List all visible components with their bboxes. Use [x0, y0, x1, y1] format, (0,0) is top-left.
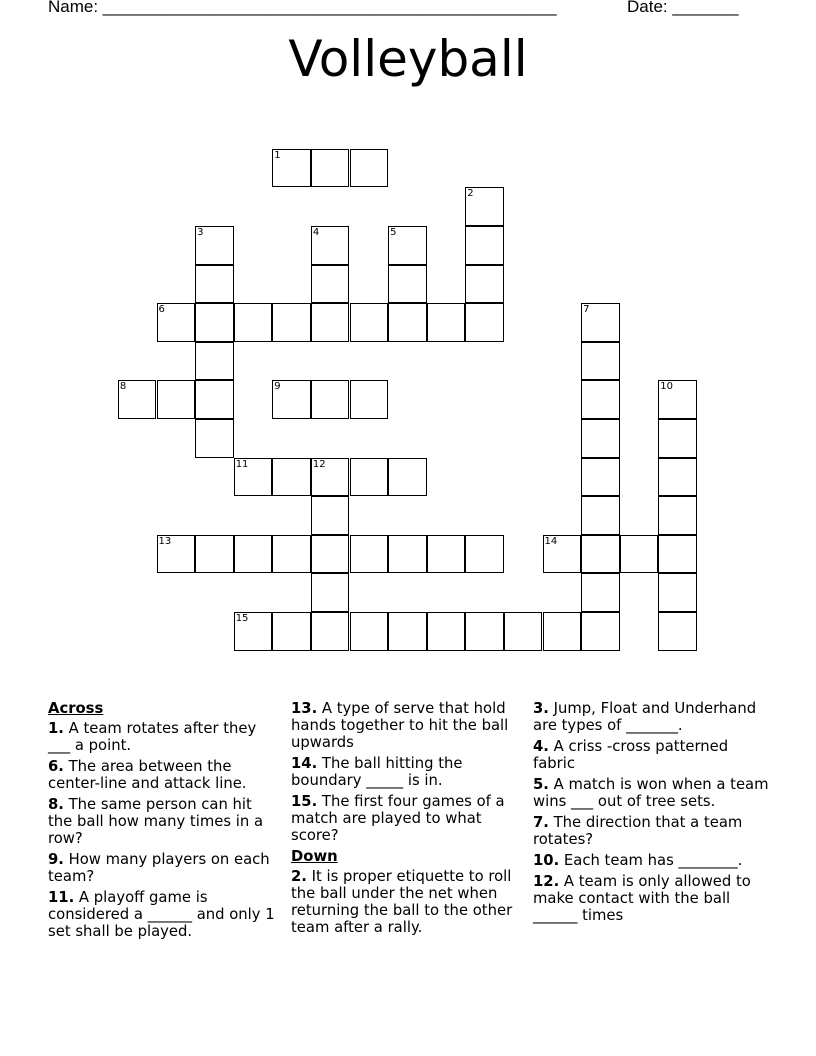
- grid-cell[interactable]: [272, 149, 311, 188]
- clue-number: 10.: [533, 852, 560, 869]
- clue-number: 2.: [291, 868, 307, 885]
- grid-cell[interactable]: [658, 496, 697, 535]
- grid-cell[interactable]: [465, 265, 504, 304]
- clue-number: 4.: [533, 738, 549, 755]
- grid-cell[interactable]: [234, 458, 273, 497]
- clue-item: [48, 851, 280, 885]
- grid-cell[interactable]: [465, 187, 504, 226]
- clue-item: [533, 814, 773, 848]
- grid-cell[interactable]: [234, 303, 273, 342]
- grid-cell[interactable]: [581, 573, 620, 612]
- clue-text: The first four games of a match are played to what score?: [291, 793, 505, 844]
- clue-item: [291, 793, 523, 844]
- grid-cell[interactable]: [195, 303, 234, 342]
- grid-cell[interactable]: [157, 380, 196, 419]
- grid-cell[interactable]: [350, 458, 389, 497]
- clue-number: 2: [467, 188, 474, 200]
- grid-cell[interactable]: [272, 612, 311, 651]
- section-heading: Down: [291, 848, 338, 865]
- grid-cell[interactable]: [234, 535, 273, 574]
- clues-column-1: [48, 700, 280, 944]
- grid-cell[interactable]: [388, 612, 427, 651]
- grid-cell[interactable]: [311, 573, 350, 612]
- clue-item: [291, 755, 523, 789]
- clue-text: The same person can hit the ball how many times in a row?: [48, 796, 264, 847]
- grid-cell[interactable]: [427, 612, 466, 651]
- grid-cell[interactable]: [581, 342, 620, 381]
- grid-cell[interactable]: [350, 380, 389, 419]
- grid-cell[interactable]: [388, 458, 427, 497]
- grid-cell[interactable]: [581, 458, 620, 497]
- clue-text: A team rotates after they ___ a point.: [48, 720, 257, 754]
- clue-item: [291, 868, 523, 936]
- clue-text: The area between the center-line and attack line.: [48, 758, 247, 792]
- clue-number: 5: [390, 227, 397, 238]
- clue-text: Jump, Float and Underhand are types of _______.: [533, 700, 757, 734]
- clue-item: [48, 889, 280, 940]
- grid-cell[interactable]: [195, 226, 234, 265]
- grid-cell[interactable]: [311, 226, 350, 265]
- clue-number: 11.: [48, 889, 75, 906]
- grid-cell[interactable]: [234, 612, 273, 651]
- grid-cell[interactable]: [465, 226, 504, 265]
- grid-cell[interactable]: [311, 496, 350, 535]
- clue-item: [533, 776, 773, 810]
- grid-cell[interactable]: [311, 535, 350, 574]
- puzzle-title: Volleyball: [288, 30, 528, 88]
- grid-cell[interactable]: [272, 380, 311, 419]
- clue-number: 5.: [533, 776, 549, 793]
- grid-cell[interactable]: [311, 380, 350, 419]
- clue-item: [533, 700, 773, 734]
- grid-cell[interactable]: [658, 535, 697, 574]
- clue-number: 11: [235, 458, 249, 470]
- clue-text: The ball hitting the boundary _____ is in.: [291, 755, 463, 789]
- clue-number: 6: [158, 304, 165, 316]
- clue-number: 9: [274, 381, 281, 393]
- clue-number: 12.: [533, 873, 560, 890]
- grid-cell[interactable]: [157, 535, 196, 574]
- grid-cell[interactable]: [658, 612, 697, 651]
- clue-number: 8.: [48, 796, 64, 813]
- name-field: Name: ________________________________________________: [48, 0, 557, 16]
- clue-text: How many players on each team?: [48, 851, 270, 885]
- clue-item: [48, 720, 280, 754]
- clue-item: [48, 796, 280, 847]
- clue-number: 15.: [291, 793, 318, 810]
- grid-cell[interactable]: [581, 303, 620, 342]
- grid-cell[interactable]: [658, 419, 697, 458]
- clue-text: A criss -cross patterned fabric: [533, 738, 729, 772]
- grid-cell[interactable]: [350, 535, 389, 574]
- clues-column-3: [533, 700, 773, 928]
- grid-cell[interactable]: [195, 342, 234, 381]
- grid-cell[interactable]: [311, 265, 350, 304]
- clue-text: Each team has ________.: [559, 852, 743, 869]
- grid-cell[interactable]: [620, 535, 659, 574]
- section-heading: Across: [48, 700, 104, 717]
- grid-cell[interactable]: [311, 612, 350, 651]
- grid-cell[interactable]: [388, 535, 427, 574]
- grid-cell[interactable]: [388, 265, 427, 304]
- grid-cell[interactable]: [465, 303, 504, 342]
- clue-number: 1: [274, 149, 281, 161]
- clue-number: 15: [235, 613, 249, 624]
- clue-number: 14: [544, 535, 558, 547]
- grid-cell[interactable]: [427, 535, 466, 574]
- grid-cell[interactable]: [195, 535, 234, 574]
- grid-cell[interactable]: [118, 380, 157, 419]
- grid-cell[interactable]: [465, 535, 504, 574]
- grid-cell[interactable]: [658, 573, 697, 612]
- grid-cell[interactable]: [311, 303, 350, 342]
- clue-number: 3: [197, 227, 204, 238]
- date-field: Date: _______: [627, 0, 739, 16]
- grid-cell[interactable]: [581, 496, 620, 535]
- grid-cell[interactable]: [388, 226, 427, 265]
- clue-text: A team is only allowed to make contact with the ball ______ times: [533, 873, 751, 924]
- clue-text: It is proper etiquette to roll the ball under the net when returning the ball to the other team after a rally.: [291, 868, 513, 936]
- clue-number: 7: [583, 304, 590, 316]
- grid-cell[interactable]: [350, 612, 389, 651]
- grid-cell[interactable]: [195, 380, 234, 419]
- clue-number: 13: [158, 535, 172, 547]
- grid-cell[interactable]: [543, 612, 582, 651]
- clue-item: [291, 700, 523, 751]
- clue-item: [533, 738, 773, 772]
- clue-number: 10: [660, 381, 674, 393]
- clue-number: 14.: [291, 755, 318, 772]
- grid-cell[interactable]: [311, 149, 350, 188]
- clue-number: 6.: [48, 758, 64, 775]
- grid-cell[interactable]: [157, 303, 196, 342]
- clues-column-2: [291, 700, 523, 940]
- grid-cell[interactable]: [272, 303, 311, 342]
- grid-cell[interactable]: [658, 380, 697, 419]
- clue-number: 12: [312, 458, 326, 470]
- clue-number: 13.: [291, 700, 318, 717]
- clue-text: A match is won when a team wins ___ out of tree sets.: [533, 776, 769, 810]
- grid-cell[interactable]: [581, 380, 620, 419]
- grid-cell[interactable]: [272, 458, 311, 497]
- clue-text: A playoff game is considered a ______ and only 1 set shall be played.: [48, 889, 275, 940]
- clue-text: The direction that a team rotates?: [533, 814, 743, 848]
- grid-cell[interactable]: [427, 303, 466, 342]
- clue-number: 7.: [533, 814, 549, 831]
- grid-cell[interactable]: [658, 458, 697, 497]
- grid-cell[interactable]: [388, 303, 427, 342]
- grid-cell[interactable]: [311, 458, 350, 497]
- clue-number: 1.: [48, 720, 64, 737]
- grid-cell[interactable]: [195, 419, 234, 458]
- clue-item: [533, 873, 773, 924]
- clue-text: A type of serve that hold hands together to hit the ball upwards: [291, 700, 509, 751]
- clue-number: 8: [119, 381, 127, 393]
- clue-number: 3.: [533, 700, 549, 717]
- grid-cell[interactable]: [504, 612, 543, 651]
- clue-number: 4: [312, 227, 320, 238]
- grid-cell[interactable]: [350, 149, 389, 188]
- clue-item: [533, 852, 773, 869]
- grid-cell[interactable]: [195, 265, 234, 304]
- grid-cell[interactable]: [350, 303, 389, 342]
- grid-cell[interactable]: [581, 612, 620, 651]
- grid-cell[interactable]: [581, 419, 620, 458]
- grid-cell[interactable]: [465, 612, 504, 651]
- grid-cell[interactable]: [543, 535, 582, 574]
- grid-cell[interactable]: [581, 535, 620, 574]
- grid-cell[interactable]: [272, 535, 311, 574]
- clue-number: 9.: [48, 851, 64, 868]
- clue-item: [48, 758, 280, 792]
